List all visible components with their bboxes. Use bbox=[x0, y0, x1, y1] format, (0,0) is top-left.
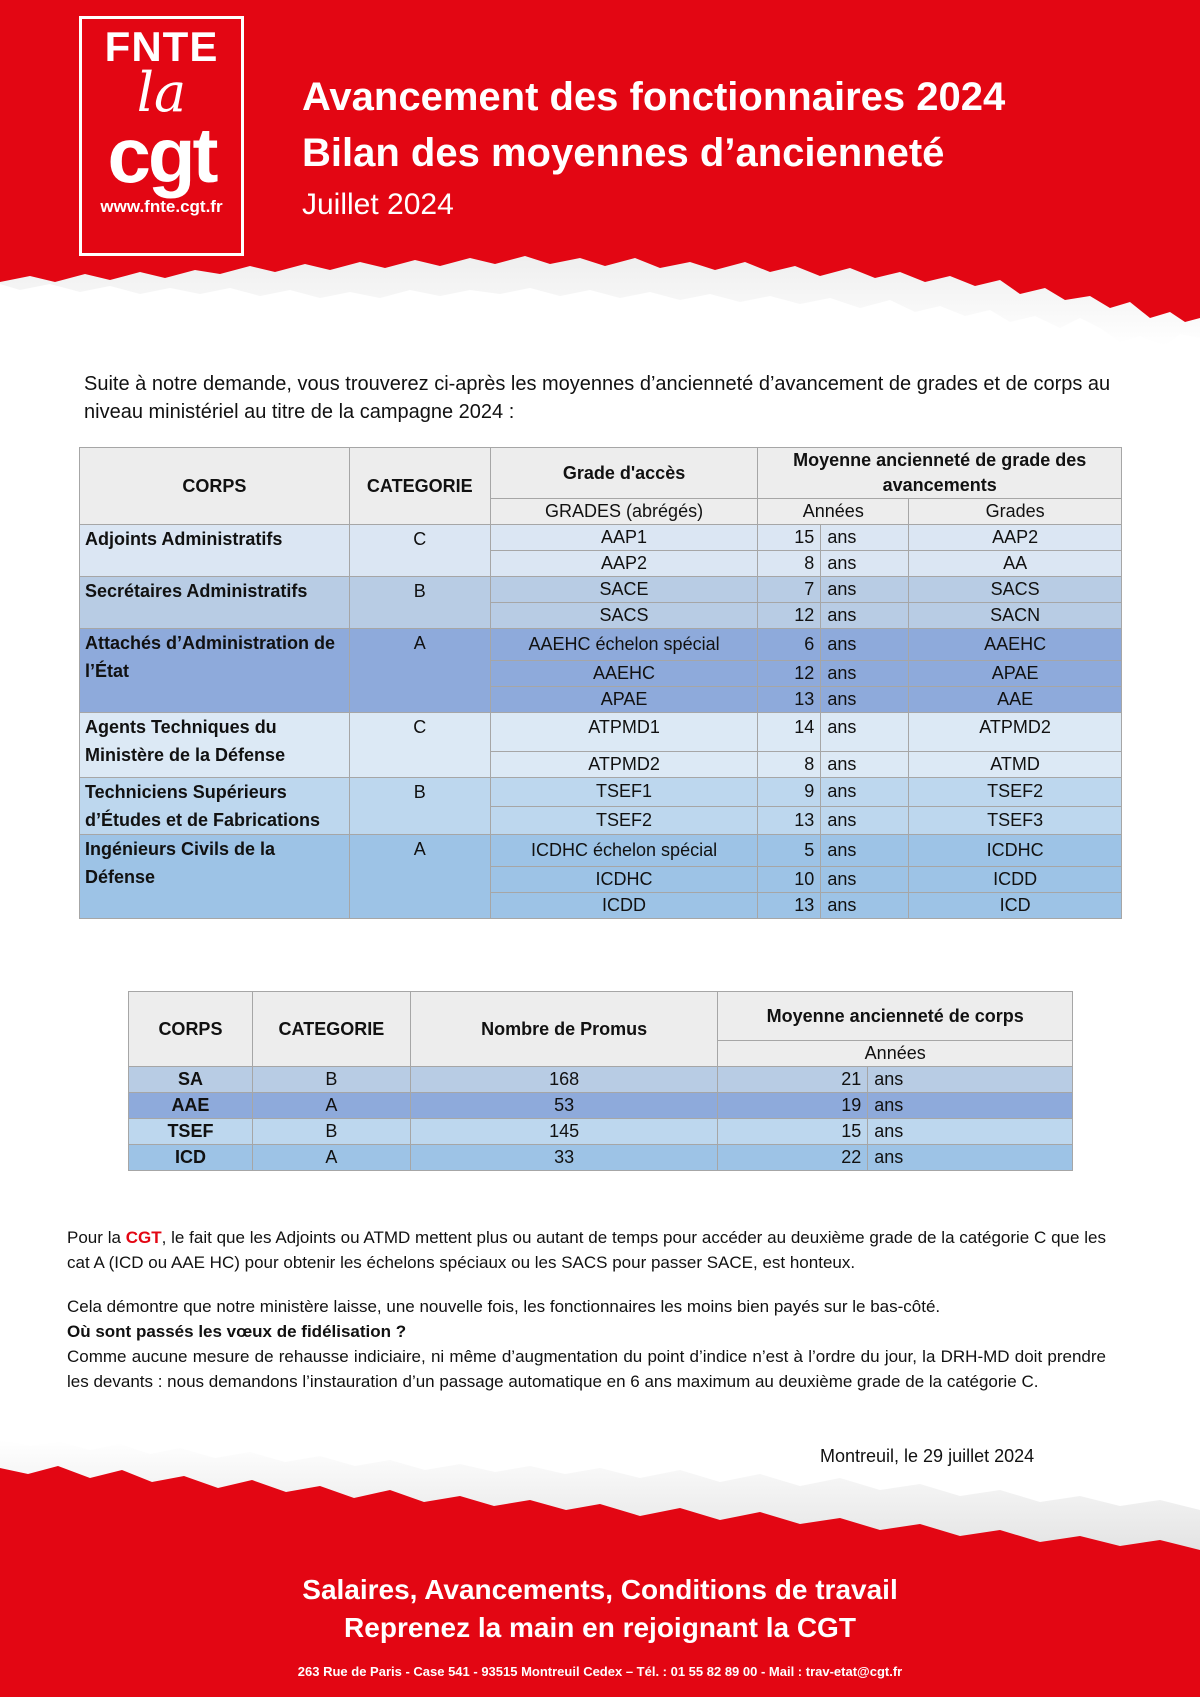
annees-unit: ans bbox=[821, 577, 909, 603]
corps-advancement-table bbox=[128, 991, 1073, 1171]
categorie-cell: A bbox=[252, 1145, 410, 1171]
target-grade-cell: SACN bbox=[909, 603, 1122, 629]
categorie-cell: B bbox=[349, 577, 490, 629]
annees-value: 22 bbox=[718, 1145, 868, 1171]
annees-value: 9 bbox=[758, 778, 821, 807]
logo-fnte-text: FNTE bbox=[104, 23, 219, 70]
categorie-cell: C bbox=[349, 713, 490, 778]
annees-unit: ans bbox=[821, 778, 909, 807]
grade-cell: SACE bbox=[490, 577, 758, 603]
col-header-promus: Nombre de Promus bbox=[410, 992, 718, 1067]
table-row bbox=[129, 1093, 1073, 1119]
table-row bbox=[129, 1067, 1073, 1093]
annees-value: 13 bbox=[758, 806, 821, 835]
categorie-cell: A bbox=[349, 629, 490, 713]
annees-value: 12 bbox=[758, 603, 821, 629]
annees-unit: ans bbox=[821, 603, 909, 629]
grade-cell: AAP2 bbox=[490, 551, 758, 577]
target-grade-cell: ATMD bbox=[909, 752, 1122, 778]
corps-cell: Agents Techniques du Ministère de la Défense bbox=[80, 713, 350, 778]
categorie-cell: B bbox=[252, 1067, 410, 1093]
target-grade-cell: TSEF2 bbox=[909, 778, 1122, 807]
categorie-cell: B bbox=[252, 1119, 410, 1145]
table-row bbox=[80, 713, 1122, 752]
categorie-cell: C bbox=[349, 525, 490, 577]
annees-unit: ans bbox=[821, 806, 909, 835]
annees-value: 15 bbox=[718, 1119, 868, 1145]
body-paragraph-1 bbox=[67, 1225, 1106, 1275]
table-row bbox=[80, 525, 1122, 551]
annees-value: 12 bbox=[758, 661, 821, 687]
annees-value: 14 bbox=[758, 713, 821, 752]
p1-prefix: Pour la bbox=[67, 1228, 126, 1247]
annees-value: 21 bbox=[718, 1067, 868, 1093]
annees-unit: ans bbox=[868, 1067, 1073, 1093]
grade-cell: AAEHC bbox=[490, 661, 758, 687]
annees-value: 5 bbox=[758, 835, 821, 867]
table-row bbox=[129, 1119, 1073, 1145]
table-row bbox=[80, 778, 1122, 807]
annees-value: 13 bbox=[758, 893, 821, 919]
annees-unit: ans bbox=[868, 1119, 1073, 1145]
annees-unit: ans bbox=[821, 893, 909, 919]
annees-value: 8 bbox=[758, 551, 821, 577]
grade-cell: AAEHC échelon spécial bbox=[490, 629, 758, 661]
annees-unit: ans bbox=[821, 629, 909, 661]
page-subtitle: Juillet 2024 bbox=[302, 188, 454, 221]
grade-cell: SACS bbox=[490, 603, 758, 629]
annees-unit: ans bbox=[821, 661, 909, 687]
annees-unit: ans bbox=[821, 713, 909, 752]
logo-cgt-text: cgt bbox=[107, 111, 216, 199]
corps-cell: ICD bbox=[129, 1145, 253, 1171]
annees-unit: ans bbox=[821, 867, 909, 893]
annees-value: 15 bbox=[758, 525, 821, 551]
subheader-grades-abreges: GRADES (abrégés) bbox=[490, 499, 758, 525]
target-grade-cell: AAE bbox=[909, 687, 1122, 713]
subheader-annees: Années bbox=[718, 1041, 1073, 1067]
annees-value: 7 bbox=[758, 577, 821, 603]
col-header-categorie: CATEGORIE bbox=[349, 448, 490, 525]
col-header-corps: CORPS bbox=[80, 448, 350, 525]
promus-cell: 33 bbox=[410, 1145, 718, 1171]
cgt-highlight: CGT bbox=[125, 1228, 162, 1247]
table-row bbox=[80, 835, 1122, 867]
promus-cell: 145 bbox=[410, 1119, 718, 1145]
logo-url[interactable]: www.fnte.cgt.fr bbox=[100, 197, 223, 216]
corps-cell: SA bbox=[129, 1067, 253, 1093]
table-row bbox=[80, 577, 1122, 603]
target-grade-cell: APAE bbox=[909, 661, 1122, 687]
annees-unit: ans bbox=[868, 1093, 1073, 1119]
grade-advancement-table bbox=[79, 447, 1122, 919]
corps-cell: Attachés d’Administration de l’État bbox=[80, 629, 350, 713]
annees-unit: ans bbox=[821, 525, 909, 551]
body-question: Où sont passés les vœux de fidélisation ? bbox=[67, 1322, 407, 1341]
footer-torn-paper-band bbox=[0, 1440, 1200, 1697]
intro-paragraph: Suite à notre demande, vous trouverez ci-après les moyennes d’ancienneté d’avancement de grades et de corps au niveau ministériel au titre de la campagne 2024 : bbox=[84, 373, 1111, 423]
target-grade-cell: ATPMD2 bbox=[909, 713, 1122, 752]
annees-unit: ans bbox=[821, 687, 909, 713]
body-paragraph-2: Cela démontre que notre ministère laisse, une nouvelle fois, les fonctionnaires les moins bien payés sur le bas-côté. bbox=[67, 1297, 941, 1316]
col-header-moyenne-corps: Moyenne ancienneté de corps bbox=[718, 992, 1073, 1041]
grade-cell: ICDHC bbox=[490, 867, 758, 893]
corps-cell: AAE bbox=[129, 1093, 253, 1119]
subheader-grades: Grades bbox=[909, 499, 1122, 525]
page-title-line2: Bilan des moyennes d’ancienneté bbox=[302, 131, 945, 175]
logo-la-text: la bbox=[136, 61, 187, 124]
grade-cell: ATPMD2 bbox=[490, 752, 758, 778]
target-grade-cell: SACS bbox=[909, 577, 1122, 603]
col-header-grade-acces: Grade d'accès bbox=[490, 448, 758, 499]
footer-slogan-line2: Reprenez la main en rejoignant la CGT bbox=[344, 1612, 856, 1643]
annees-unit: ans bbox=[868, 1145, 1073, 1171]
annees-unit: ans bbox=[821, 835, 909, 867]
grade-cell: AAP1 bbox=[490, 525, 758, 551]
categorie-cell: B bbox=[349, 778, 490, 835]
subheader-annees: Années bbox=[758, 499, 909, 525]
fnte-cgt-logo bbox=[79, 16, 244, 256]
table-row bbox=[80, 629, 1122, 661]
target-grade-cell: ICD bbox=[909, 893, 1122, 919]
promus-cell: 168 bbox=[410, 1067, 718, 1093]
categorie-cell: A bbox=[349, 835, 490, 919]
col-header-moyenne-grade: Moyenne ancienneté de grade des avancements bbox=[758, 448, 1122, 499]
annees-value: 13 bbox=[758, 687, 821, 713]
target-grade-cell: ICDHC bbox=[909, 835, 1122, 867]
target-grade-cell: AAP2 bbox=[909, 525, 1122, 551]
footer-slogan-line1: Salaires, Avancements, Conditions de travail bbox=[302, 1574, 898, 1605]
grade-cell: ICDD bbox=[490, 893, 758, 919]
date-signature: Montreuil, le 29 juillet 2024 bbox=[820, 1446, 1035, 1466]
annees-value: 8 bbox=[758, 752, 821, 778]
promus-cell: 53 bbox=[410, 1093, 718, 1119]
target-grade-cell: AA bbox=[909, 551, 1122, 577]
corps-cell: TSEF bbox=[129, 1119, 253, 1145]
annees-value: 10 bbox=[758, 867, 821, 893]
target-grade-cell: ICDD bbox=[909, 867, 1122, 893]
target-grade-cell: TSEF3 bbox=[909, 806, 1122, 835]
table-row bbox=[129, 1145, 1073, 1171]
corps-cell: Secrétaires Administratifs bbox=[80, 577, 350, 629]
grade-cell: ICDHC échelon spécial bbox=[490, 835, 758, 867]
annees-unit: ans bbox=[821, 551, 909, 577]
col-header-corps: CORPS bbox=[129, 992, 253, 1067]
categorie-cell: A bbox=[252, 1093, 410, 1119]
page-title-line1: Avancement des fonctionnaires 2024 bbox=[302, 75, 1006, 119]
corps-cell: Ingénieurs Civils de la Défense bbox=[80, 835, 350, 919]
annees-value: 19 bbox=[718, 1093, 868, 1119]
footer-address: 263 Rue de Paris - Case 541 - 93515 Montreuil Cedex – Tél. : 01 55 82 89 00 - Mail : trav-etat@cgt.fr bbox=[297, 1664, 903, 1679]
corps-cell: Adjoints Administratifs bbox=[80, 525, 350, 577]
grade-cell: TSEF2 bbox=[490, 806, 758, 835]
target-grade-cell: AAEHC bbox=[909, 629, 1122, 661]
annees-value: 6 bbox=[758, 629, 821, 661]
corps-cell: Techniciens Supérieurs d’Études et de Fabrications bbox=[80, 778, 350, 835]
annees-unit: ans bbox=[821, 752, 909, 778]
grade-cell: ATPMD1 bbox=[490, 713, 758, 752]
p1-rest: , le fait que les Adjoints ou ATMD mettent plus ou autant de temps pour accéder au deuxième grade de la catégorie C que les cat A (ICD ou AAE HC) pour obtenir les échelons spéciaux ou les SACS pour passer SACE, est honteux. bbox=[67, 1228, 1106, 1272]
grade-cell: APAE bbox=[490, 687, 758, 713]
col-header-categorie: CATEGORIE bbox=[252, 992, 410, 1067]
grade-cell: TSEF1 bbox=[490, 778, 758, 807]
body-paragraph-3: Comme aucune mesure de rehausse indiciaire, ni même d’augmentation du point d’indice n’est à l’ordre du jour, la DRH-MD doit prendre les devants : nous demandons l’instauration d’un passage automatique en 6 ans maximum au deuxième grade de la catégorie C. bbox=[67, 1347, 1106, 1391]
